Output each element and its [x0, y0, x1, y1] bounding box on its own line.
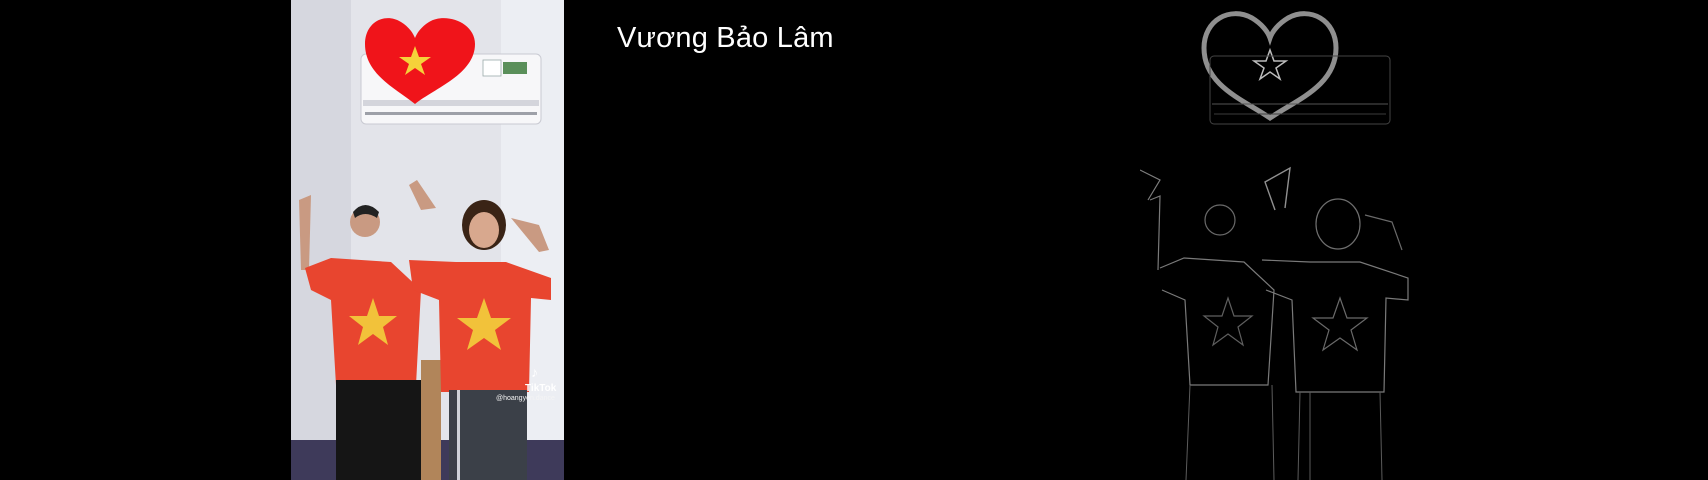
heart-icon	[1204, 14, 1336, 118]
tiktok-logo-icon: ♪	[531, 364, 538, 380]
video-panel	[291, 0, 564, 480]
tiktok-brand: TikTok	[525, 383, 557, 394]
star-icon	[1254, 50, 1286, 79]
dance-scene	[291, 0, 564, 480]
star-icon	[1313, 298, 1367, 350]
video-title: Vương Bảo Lâm	[617, 22, 834, 54]
tiktok-handle: @hoangyen.dance	[496, 395, 555, 402]
edge-outline-scene	[1140, 0, 1430, 480]
star-icon	[1204, 298, 1252, 345]
edge-detection-panel	[1140, 0, 1430, 480]
